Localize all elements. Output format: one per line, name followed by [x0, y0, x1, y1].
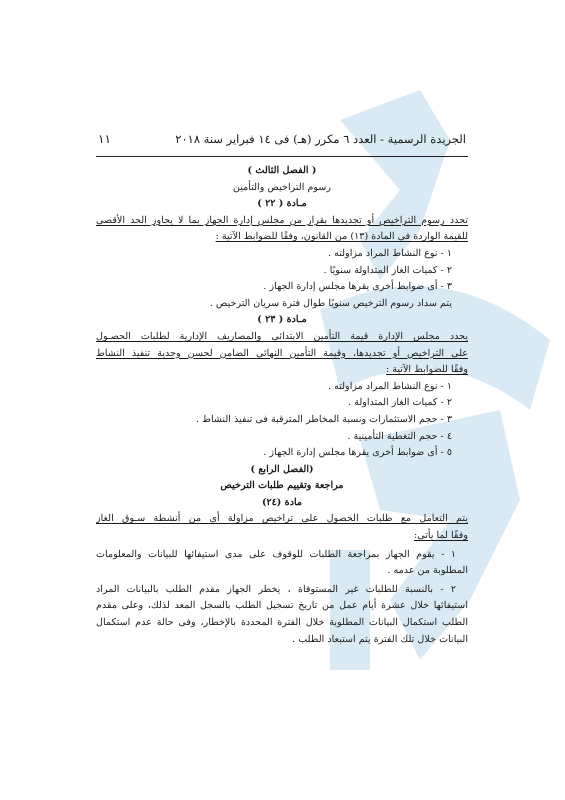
- list-item: ١ - نوع النشاط المراد مزاولته .: [328, 380, 452, 392]
- article-heading: مـادة ( ٢٢ ): [257, 198, 307, 210]
- paragraph-line: للقيمة الواردة فى المادة (١٣) من القانون، وفقًا للضوابط الآتية :: [215, 231, 468, 243]
- chapter-heading: (الفصل الرابع ): [250, 463, 314, 475]
- gazette-page: [96, 130, 468, 648]
- section-title: رسوم التراخيص والتأمين: [232, 181, 332, 193]
- page-number: ١١: [98, 132, 111, 146]
- paragraph-line: يتم سداد رسوم الترخيص سنويًا طوال فترة سريان الترخيص .: [209, 297, 452, 309]
- paragraph-line: يتم التعامل مع طلبات الحصول على تراخيص مزاولة أى من أنشطة سـوق الغاز: [96, 513, 468, 525]
- paragraph-line: الطلب استكمال البيانات المطلوبة خلال الفترة المحددة بالإخطار، وفى حالة عدم استكمال: [96, 617, 468, 629]
- section-title: مراجعة وتقييم طلبات الترخيص: [220, 480, 344, 492]
- paragraph-line: وفقًا لما يأتى:: [414, 530, 468, 542]
- paragraph-line: المطلوبة من عدمه .: [387, 565, 468, 577]
- list-item: ٣ - حجم الاستثمارات ونسبة المخاطر المترقبة فى تنفيذ النشاط .: [195, 413, 452, 425]
- list-item: ٢ - كميات الغاز المتداولة .: [348, 397, 452, 409]
- paragraph-line: ٢ - بالنسبة للطلبات غير المستوفاة ، يخطر الجهاز مقدم الطلب بالبيانات المراد: [96, 583, 456, 595]
- header-text: الجريدة الرسمية - العدد ٦ مكرر (هـ) فى ١٤ فبراير سنة ٢٠١٨: [175, 132, 466, 146]
- list-item: ٢ - كميات الغاز المتداولة سنويًا .: [323, 264, 452, 276]
- article-heading: مـادة ( ٢٣ ): [257, 314, 307, 326]
- paragraph-line: البيانات خلال تلك الفترة يتم استبعاد الطلب .: [292, 633, 468, 645]
- paragraph-line: وفقًا للضوابط الآتية :: [385, 364, 468, 376]
- paragraph-line: تحدد رسوم التراخيص أو تجديدها بقرار من مجلس إدارة الجهاز بما لا يجاوز الحد الأقصى: [96, 214, 468, 226]
- chapter-heading: ( الفصل الثالث ): [247, 165, 317, 176]
- paragraph-line: استيفائها خلال عشرة أيام عمل من تاريخ تسجيل الطلب بالسجل المعد لذلك، وعلى مقدم: [96, 600, 468, 612]
- paragraph-line: على التراخيص أو تجديدها، وقيمة التأمين النهائى الضامن لحسن وجدية تنفيذ النشاط: [96, 347, 468, 359]
- article-heading: مادة (٢٤): [261, 496, 303, 508]
- list-item: ٥ - أى ضوابط أخرى يقرها مجلس إدارة الجهاز .: [263, 447, 452, 459]
- page-header: [96, 130, 468, 157]
- paragraph-line: يحدد مجلس الإدارة قيمة التأمين الابتدائى والمصاريف الإدارية لطلبات الحصـول: [96, 330, 468, 342]
- paragraph-line: ١ - يقوم الجهاز بمراجعة الطلبات للوقوف على مدى استيفائها للبيانات والمعلومات: [96, 548, 456, 560]
- list-item: ٣ - أى ضوابط أخرى يقرها مجلس إدارة الجهاز .: [263, 281, 452, 293]
- list-item: ١ - نوع النشاط المراد مزاولته .: [328, 247, 452, 259]
- list-item: ٤ - حجم التغطية التأمينية .: [347, 430, 452, 442]
